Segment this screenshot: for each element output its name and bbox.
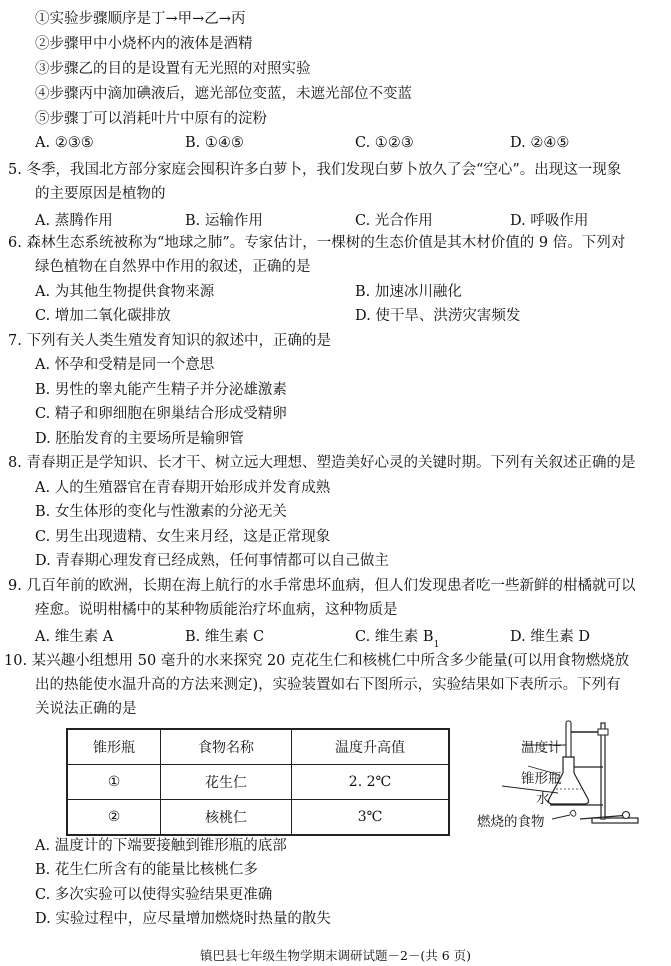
table-cell: 核桃仁	[161, 800, 292, 836]
q5-stem-line1: 5. 冬季，我国北方部分家庭会囤积许多白萝卜，我们发现白萝卜放久了会“空心”。出现这一现象	[8, 162, 622, 178]
q9-option-a: A. 维生素 A	[35, 629, 114, 645]
q8-option-c: C. 男生出现遗精、女生来月经，这是正常现象	[35, 529, 331, 545]
table-header-cell: 食物名称	[161, 729, 292, 765]
q7-option-a: A. 怀孕和受精是同一个意思	[35, 357, 215, 373]
q8-stem: 8. 青春期正是学知识、长才干、树立远大理想、塑造美好心灵的关键时期。下列有关叙述正确的是	[8, 455, 636, 471]
q9-option-c-text: C. 维生素 B	[355, 629, 434, 645]
q6-option-c: C. 增加二氧化碳排放	[35, 308, 171, 324]
table-cell: 花生仁	[161, 765, 292, 800]
q8-option-a: A. 人的生殖器官在青春期开始形成并发育成熟	[35, 480, 331, 496]
q4-item-3: ③步骤乙的目的是设置有无光照的对照实验	[35, 61, 311, 77]
apparatus-diagram	[470, 715, 670, 830]
q9-stem-line1: 9. 几百年前的欧洲，长期在海上航行的水手常患坏血病，但人们发现患者吃一些新鲜的柑橘就可以	[8, 578, 636, 594]
q4-option-b: B. ①④⑤	[185, 135, 244, 151]
table-row	[67, 800, 449, 836]
q4-item-5: ⑤步骤丁可以消耗叶片中原有的淀粉	[35, 111, 267, 127]
q5-option-a: A. 蒸腾作用	[35, 213, 113, 229]
q6-option-d: D. 使干旱、洪涝灾害频发	[355, 308, 521, 324]
q7-option-c: C. 精子和卵细胞在卵巢结合形成受精卵	[35, 406, 287, 422]
table-row	[67, 765, 449, 800]
table-cell: ①	[67, 765, 161, 800]
q10-stem-line1: 10. 某兴趣小组想用 50 毫升的水来探究 20 克花生仁和核桃仁中所含多少能量(可以用食物燃烧放	[4, 653, 630, 669]
q5-option-b: B. 运输作用	[185, 213, 263, 229]
q4-option-d: D. ②④⑤	[510, 135, 570, 151]
q6-stem-line1: 6. 森林生态系统被称为“地球之肺”。专家估计，一棵树的生态价值是其木材价值的 9 倍。下列对	[8, 235, 626, 251]
label-water: 水	[536, 791, 550, 807]
q10-option-c: C. 多次实验可以使得实验结果更准确	[35, 887, 273, 903]
q9-stem-line2: 痊愈。说明柑橘中的某种物质能治疗坏血病，这种物质是	[35, 602, 398, 618]
q4-item-4: ④步骤丙中滴加碘液后，遮光部位变蓝，未遮光部位不变蓝	[35, 86, 412, 102]
q6-option-b: B. 加速冰川融化	[355, 284, 462, 300]
q9-option-b: B. 维生素 C	[185, 629, 265, 645]
table-header-row	[67, 729, 449, 765]
q8-option-b: B. 女生体形的变化与性激素的分泌无关	[35, 504, 287, 520]
q7-option-d: D. 胚胎发育的主要场所是输卵管	[35, 431, 244, 447]
table-cell: ②	[67, 800, 161, 836]
q6-option-a: A. 为其他生物提供食物来源	[35, 284, 215, 300]
q9-option-c-subscript: 1	[433, 639, 440, 650]
q10-stem-line2: 出的热能使水温升高的方法来测定)，实验装置如右下图所示，实验结果如下表所示。下列有	[35, 677, 621, 693]
label-burning-food: 燃烧的食物	[477, 814, 545, 830]
table-cell: 3℃	[292, 800, 450, 836]
q5-option-d: D. 呼吸作用	[510, 213, 589, 229]
table-header-cell: 锥形瓶	[67, 729, 161, 765]
label-flask: 锥形瓶	[521, 771, 562, 787]
q10-stem-line3: 关说法正确的是	[35, 701, 137, 717]
q4-item-1: ①实验步骤顺序是丁→甲→乙→丙	[35, 11, 246, 27]
q10-option-d: D. 实验过程中，应尽量增加燃烧时热量的散失	[35, 911, 331, 927]
results-table	[66, 728, 450, 836]
q10-option-b: B. 花生仁所含有的能量比核桃仁多	[35, 862, 258, 878]
q9-option-c	[355, 625, 439, 648]
q9-option-d: D. 维生素 D	[510, 629, 591, 645]
q10-option-a: A. 温度计的下端要接触到锥形瓶的底部	[35, 838, 287, 854]
q4-option-a: A. ②③⑤	[35, 135, 94, 151]
q4-option-c: C. ①②③	[355, 135, 414, 151]
q8-option-d: D. 青春期心理发育已经成熟，任何事情都可以自己做主	[35, 553, 389, 569]
q5-option-c: C. 光合作用	[355, 213, 433, 229]
label-thermometer: 温度计	[521, 740, 562, 756]
q5-stem-line2: 的主要原因是植物的	[35, 186, 166, 202]
q4-item-2: ②步骤甲中小烧杯内的液体是酒精	[35, 36, 253, 52]
q6-stem-line2: 绿色植物在自然界中作用的叙述，正确的是	[35, 259, 311, 275]
page-footer: 镇巴县七年级生物学期末调研试题－2－(共 6 页)	[199, 948, 472, 963]
table-header-cell: 温度升高值	[292, 729, 450, 765]
q7-stem: 7. 下列有关人类生殖发育知识的叙述中，正确的是	[8, 333, 331, 349]
q7-option-b: B. 男性的睾丸能产生精子并分泌雄激素	[35, 382, 287, 398]
table-cell: 2. 2℃	[292, 765, 450, 800]
